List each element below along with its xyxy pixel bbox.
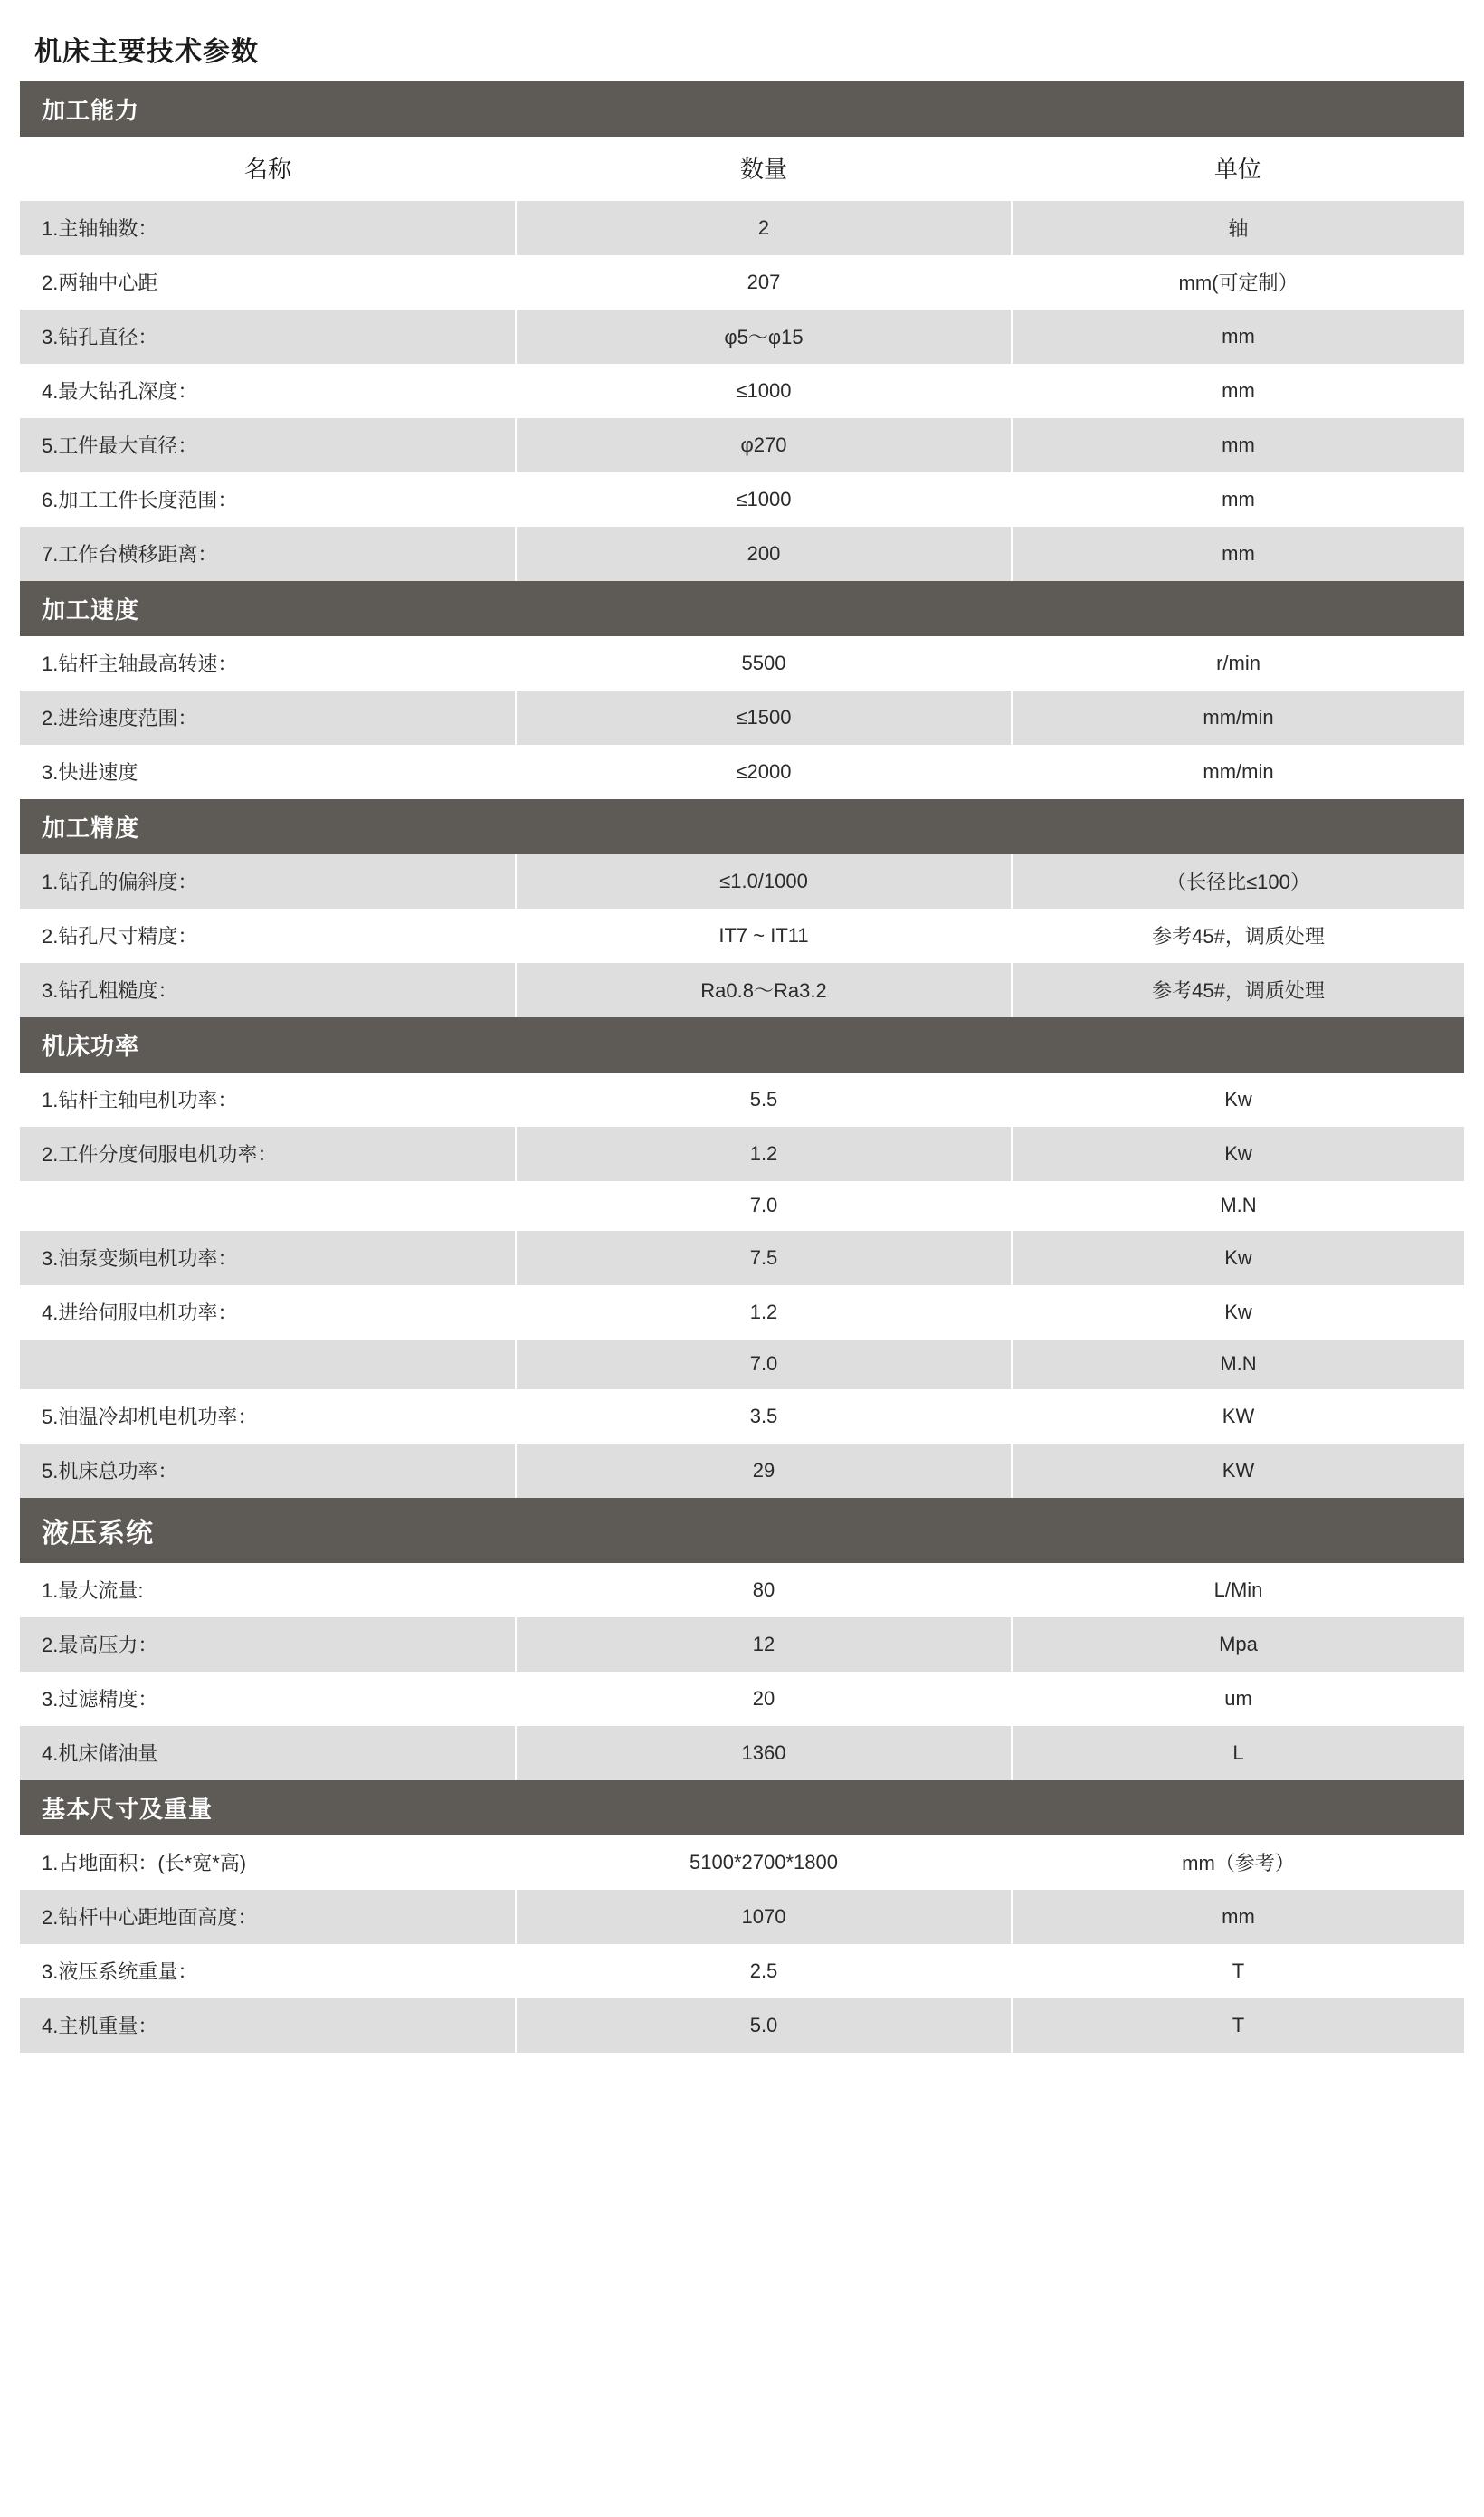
- table-row: [20, 909, 1464, 963]
- row-quantity: 5.0: [516, 1998, 1012, 2053]
- row-name: 4.机床储油量: [20, 1726, 516, 1780]
- row-unit: KW: [1012, 1444, 1464, 1498]
- row-quantity: IT7 ~ IT11: [516, 909, 1012, 963]
- row-name: 3.油泵变频电机功率：: [20, 1231, 516, 1285]
- section-title: 加工速度: [20, 581, 1464, 636]
- row-quantity: ≤1000: [516, 472, 1012, 527]
- row-quantity: 3.5: [516, 1389, 1012, 1444]
- table-row: [20, 691, 1464, 745]
- row-unit: mm: [1012, 364, 1464, 418]
- table-row: [20, 1073, 1464, 1127]
- table-body: [20, 81, 1464, 2053]
- row-name: 4.进给伺服电机功率：: [20, 1285, 516, 1340]
- row-name: 4.主机重量：: [20, 1998, 516, 2053]
- row-quantity: 1070: [516, 1890, 1012, 1944]
- row-quantity: 7.0: [516, 1181, 1012, 1231]
- row-quantity: 12: [516, 1617, 1012, 1672]
- row-unit: （长径比≤100）: [1012, 854, 1464, 909]
- row-unit: L: [1012, 1726, 1464, 1780]
- section-title: 机床功率: [20, 1017, 1464, 1073]
- table-row: [20, 418, 1464, 472]
- table-row: [20, 255, 1464, 310]
- table-row: [20, 854, 1464, 909]
- row-name: 5.机床总功率：: [20, 1444, 516, 1498]
- row-quantity: 7.0: [516, 1340, 1012, 1389]
- row-unit: M.N: [1012, 1340, 1464, 1389]
- table-row: [20, 1726, 1464, 1780]
- row-unit: mm: [1012, 310, 1464, 364]
- row-unit: um: [1012, 1672, 1464, 1726]
- row-name: 2.进给速度范围：: [20, 691, 516, 745]
- row-name: 5.工件最大直径：: [20, 418, 516, 472]
- row-quantity: 1.2: [516, 1285, 1012, 1340]
- row-name: 3.钻孔粗糙度：: [20, 963, 516, 1017]
- row-unit: 参考45#，调质处理: [1012, 963, 1464, 1017]
- row-name: 1.钻杆主轴电机功率：: [20, 1073, 516, 1127]
- section-title: 加工能力: [20, 81, 1464, 137]
- row-quantity: ≤2000: [516, 745, 1012, 799]
- table-row: [20, 1563, 1464, 1617]
- row-name: [20, 1181, 516, 1231]
- section-title: 液压系统: [20, 1498, 1464, 1563]
- row-quantity: 5500: [516, 636, 1012, 691]
- row-name: 1.主轴轴数：: [20, 201, 516, 255]
- row-unit: Kw: [1012, 1127, 1464, 1181]
- table-row: [20, 1285, 1464, 1340]
- table-row: [20, 310, 1464, 364]
- table-row: [20, 1944, 1464, 1998]
- row-quantity: φ5～φ15: [516, 310, 1012, 364]
- row-name: 1.最大流量:: [20, 1563, 516, 1617]
- section-header-row: [20, 1780, 1464, 1835]
- section-header-row: [20, 1017, 1464, 1073]
- row-unit: mm: [1012, 1890, 1464, 1944]
- row-unit: L/Min: [1012, 1563, 1464, 1617]
- row-name: 7.工作台横移距离：: [20, 527, 516, 581]
- row-quantity: 5.5: [516, 1073, 1012, 1127]
- row-quantity: 20: [516, 1672, 1012, 1726]
- section-header-row: [20, 1498, 1464, 1563]
- row-quantity: 1.2: [516, 1127, 1012, 1181]
- table-row: [20, 201, 1464, 255]
- table-row: [20, 1672, 1464, 1726]
- table-row: [20, 963, 1464, 1017]
- section-title: 加工精度: [20, 799, 1464, 854]
- row-unit: Kw: [1012, 1285, 1464, 1340]
- row-unit: KW: [1012, 1389, 1464, 1444]
- row-quantity: 1360: [516, 1726, 1012, 1780]
- row-unit: 轴: [1012, 201, 1464, 255]
- row-name: 3.钻孔直径：: [20, 310, 516, 364]
- row-name: 2.钻孔尺寸精度：: [20, 909, 516, 963]
- table-row: [20, 1998, 1464, 2053]
- table-row: [20, 472, 1464, 527]
- row-quantity: ≤1000: [516, 364, 1012, 418]
- row-name: 3.过滤精度：: [20, 1672, 516, 1726]
- column-header-0: 名称: [20, 137, 516, 201]
- row-name: 3.液压系统重量：: [20, 1944, 516, 1998]
- table-row: [20, 1127, 1464, 1181]
- row-name: 2.工件分度伺服电机功率：: [20, 1127, 516, 1181]
- table-row: [20, 364, 1464, 418]
- row-unit: Kw: [1012, 1073, 1464, 1127]
- row-unit: mm: [1012, 418, 1464, 472]
- row-name: 1.占地面积：(长*宽*高): [20, 1835, 516, 1890]
- row-unit: r/min: [1012, 636, 1464, 691]
- table-row: [20, 636, 1464, 691]
- table-row: [20, 1835, 1464, 1890]
- row-unit: mm/min: [1012, 691, 1464, 745]
- row-unit: 参考45#，调质处理: [1012, 909, 1464, 963]
- row-quantity: 2.5: [516, 1944, 1012, 1998]
- row-name: 2.两轴中心距: [20, 255, 516, 310]
- row-unit: Mpa: [1012, 1617, 1464, 1672]
- row-name: 2.最高压力：: [20, 1617, 516, 1672]
- column-header-2: 单位: [1012, 137, 1464, 201]
- row-unit: Kw: [1012, 1231, 1464, 1285]
- row-unit: mm（参考）: [1012, 1835, 1464, 1890]
- row-name: 2.钻杆中心距地面高度：: [20, 1890, 516, 1944]
- specification-table: [20, 81, 1464, 2053]
- section-header-row: [20, 799, 1464, 854]
- column-header-1: 数量: [516, 137, 1012, 201]
- row-quantity: φ270: [516, 418, 1012, 472]
- row-unit: mm/min: [1012, 745, 1464, 799]
- table-row: [20, 1181, 1464, 1231]
- row-unit: mm: [1012, 527, 1464, 581]
- page-title: 机床主要技术参数: [34, 37, 259, 67]
- row-quantity: 5100*2700*1800: [516, 1835, 1012, 1890]
- row-name: 4.最大钻孔深度：: [20, 364, 516, 418]
- row-name: 5.油温冷却机电机功率：: [20, 1389, 516, 1444]
- row-unit: mm: [1012, 472, 1464, 527]
- section-header-row: [20, 81, 1464, 137]
- section-header-row: [20, 581, 1464, 636]
- table-row: [20, 1890, 1464, 1944]
- table-row: [20, 745, 1464, 799]
- row-name: 6.加工工件长度范围：: [20, 472, 516, 527]
- table-row: [20, 527, 1464, 581]
- row-quantity: 200: [516, 527, 1012, 581]
- row-name: 1.钻孔的偏斜度：: [20, 854, 516, 909]
- row-unit: T: [1012, 1998, 1464, 2053]
- table-row: [20, 1389, 1464, 1444]
- table-row: [20, 1617, 1464, 1672]
- section-title: 基本尺寸及重量: [20, 1780, 1464, 1835]
- row-name: [20, 1340, 516, 1389]
- row-unit: T: [1012, 1944, 1464, 1998]
- row-quantity: ≤1.0/1000: [516, 854, 1012, 909]
- row-quantity: 207: [516, 255, 1012, 310]
- row-quantity: 29: [516, 1444, 1012, 1498]
- row-quantity: 2: [516, 201, 1012, 255]
- row-quantity: Ra0.8～Ra3.2: [516, 963, 1012, 1017]
- table-row: [20, 1340, 1464, 1389]
- table-row: [20, 1231, 1464, 1285]
- column-header-row: [20, 137, 1464, 201]
- row-name: 3.快进速度: [20, 745, 516, 799]
- row-quantity: 80: [516, 1563, 1012, 1617]
- row-unit: mm(可定制）: [1012, 255, 1464, 310]
- row-quantity: 7.5: [516, 1231, 1012, 1285]
- row-unit: M.N: [1012, 1181, 1464, 1231]
- row-name: 1.钻杆主轴最高转速：: [20, 636, 516, 691]
- row-quantity: ≤1500: [516, 691, 1012, 745]
- table-row: [20, 1444, 1464, 1498]
